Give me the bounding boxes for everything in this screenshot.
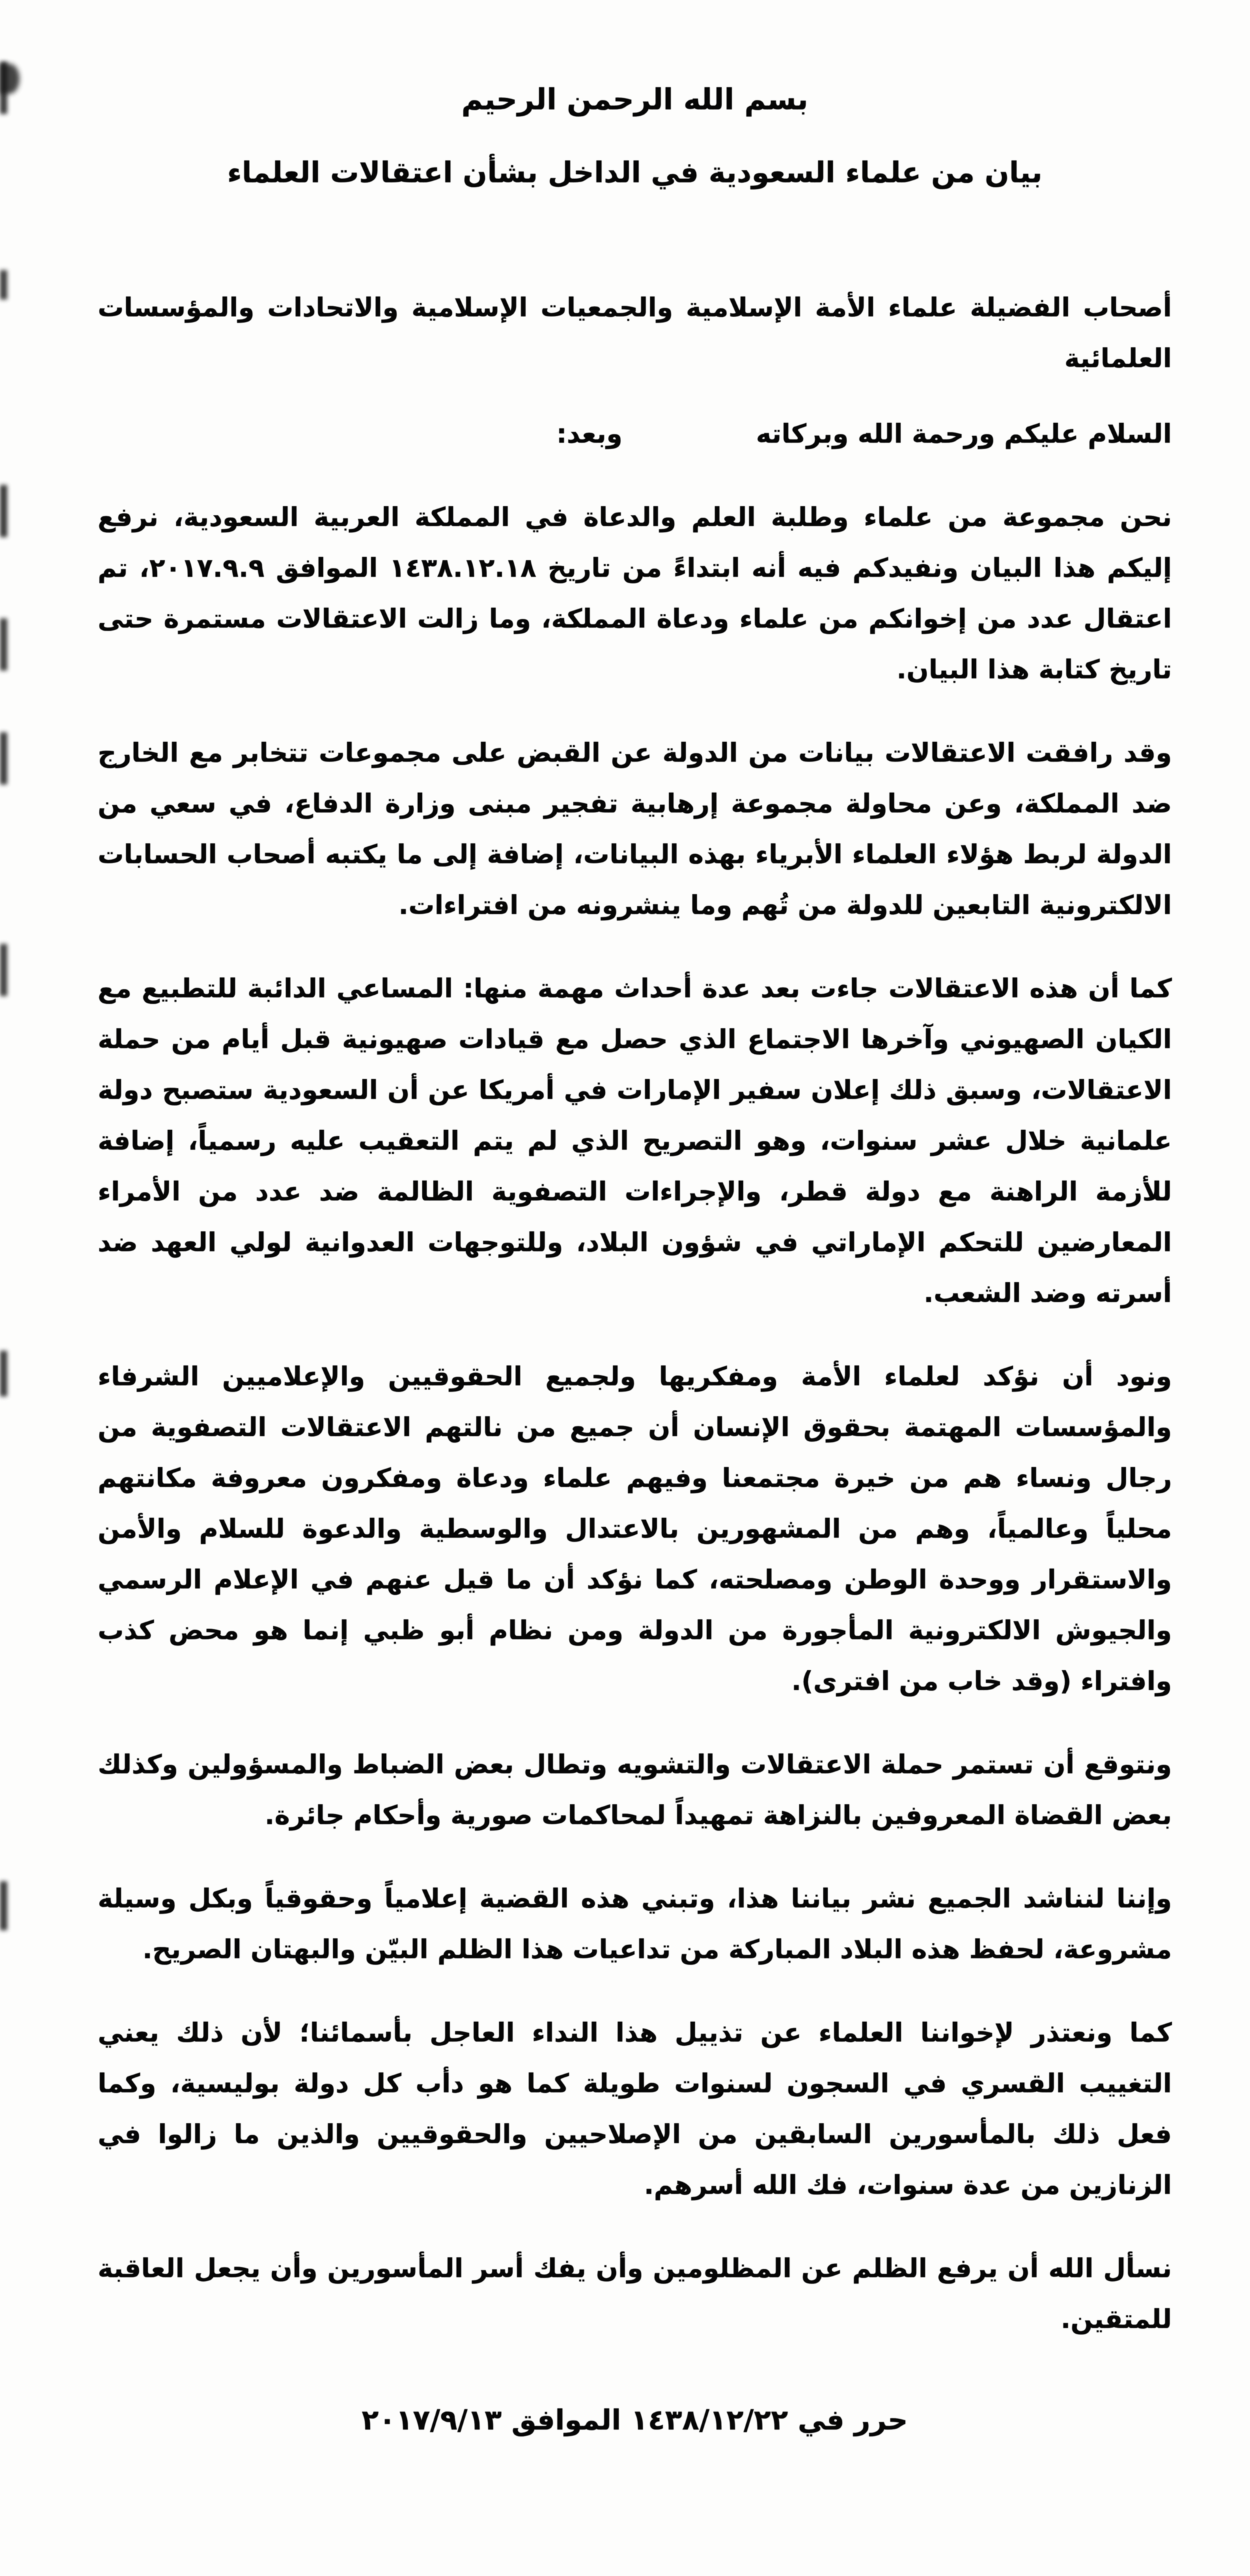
statement-paragraph-accusations: وقد رافقت الاعتقالات بيانات من الدولة عن القبض على مجموعات تتخابر مع الخارج ضد المملكة، وعن محاولة مجموعة إرهابية تفجير مبنى وزارة الدفاع، في سعي من الدولة لربط هؤلاء العلماء الأبرياء بهذه البيانات، إضافة إلى ما يكتبه أصحاب الحسابات الالكترونية التابعين للدولة من تُهم وما ينشرونه من افتراءات. [98, 738, 1172, 921]
statement-paragraph-intro: نحن مجموعة من علماء وطلبة العلم والدعاة في المملكة العربية السعودية، نرفع إليكم هذا البيان ونفيدكم فيه أنه ابتداءً من تاريخ ١٤٣٨.١٢.١٨ الموافق ٢٠١٧.٩.٩، تم اعتقال عدد من إخوانكم من علماء ودعاة المملكة، وما زالت الاعتقالات مستمرة حتى تاريخ كتابة هذا البيان. [98, 502, 1172, 685]
date-line: حرر في ١٤٣٨/١٢/٢٢ الموافق ٢٠١٧/٩/١٣ [361, 2403, 908, 2437]
greeting-suffix: وبعد: [556, 419, 623, 449]
statement-title: بيان من علماء السعودية في الداخل بشأن اعتقالات العلماء [227, 156, 1043, 189]
basmala-heading: بسم الله الرحمن الرحيم [461, 82, 809, 117]
statement-paragraph-apology-anonymity: كما ونعتذر لإخواننا العلماء عن تذييل هذا النداء العاجل بأسمائنا؛ لأن ذلك يعني التغييب القسري في السجون لسنوات طويلة كما هو دأب كل دولة بوليسية، وكما فعل ذلك بالمأسورين السابقين من الإصلاحيين والحقوقيين والذين ما زالوا في الزنازين من عدة سنوات، فك الله أسرهم. [98, 2017, 1172, 2200]
statement-paragraph-expectation: ونتوقع أن تستمر حملة الاعتقالات والتشويه وتطال بعض الضباط والمسؤولين وكذلك بعض القضاة المعروفين بالنزاهة تمهيداً لمحاكمات صورية وأحكام جائرة. [98, 1749, 1172, 1831]
statement-paragraph-affirmation: ونود أن نؤكد لعلماء الأمة ومفكريها ولجميع الحقوقيين والإعلاميين الشرفاء والمؤسسات المهتمة بحقوق الإنسان أن جميع من نالتهم الاعتقالات التصفوية من رجال ونساء هم من خيرة مجتمعنا وفيهم علماء ودعاة ومفكرون معروفة مكانتهم محلياً وعالمياً، وهم من المشهورين بالاعتدال والوسطية والدعوة للسلام والأمن والاستقرار ووحدة الوطن ومصلحته، كما نؤكد أن ما قيل عنهم في الإعلام الرسمي والجيوش الالكترونية المأجورة من الدولة ومن نظام أبو ظبي إنما هو محض كذب وافتراء (وقد خاب من افترى). [98, 1361, 1172, 1697]
statement-paragraph-appeal: وإننا لنناشد الجميع نشر بياننا هذا، وتبني هذه القضية إعلامياً وحقوقياً وبكل وسيلة مشروعة، لحفظ هذه البلاد المباركة من تداعيات هذا الظلم البيّن والبهتان الصريح. [98, 1883, 1172, 1965]
addressee-line: أصحاب الفضيلة علماء الأمة الإسلامية والجمعيات الإسلامية والاتحادات والمؤسسات العلمائية [98, 292, 1172, 374]
greeting-line [98, 409, 1172, 460]
salam-greeting: السلام عليكم ورحمة الله وبركاته [756, 419, 1172, 449]
statement-paragraph-dua: نسأل الله أن يرفع الظلم عن المظلومين وأن يفك أسر المأسورين وأن يجعل العاقبة للمتقين. [98, 2253, 1172, 2334]
statement-paragraph-context-events: كما أن هذه الاعتقالات جاءت بعد عدة أحداث مهمة منها: المساعي الدائبة للتطبيع مع الكيان الصهيوني وآخرها الاجتماع الذي حصل مع قيادات صهيونية قبل أيام من حملة الاعتقالات، وسبق ذلك إعلان سفير الإمارات في أمريكا عن أن السعودية ستصبح دولة علمانية خلال عشر سنوات، وهو التصريح الذي لم يتم التعقيب عليه رسمياً، إضافة للأزمة الراهنة مع دولة قطر، والإجراءات التصفوية الظالمة ضد عدد من الأمراء المعارضين للتحكم الإماراتي في شؤون البلاد، وللتوجهات العدوانية لولي العهد ضد أسرته وضد الشعب. [98, 973, 1172, 1309]
